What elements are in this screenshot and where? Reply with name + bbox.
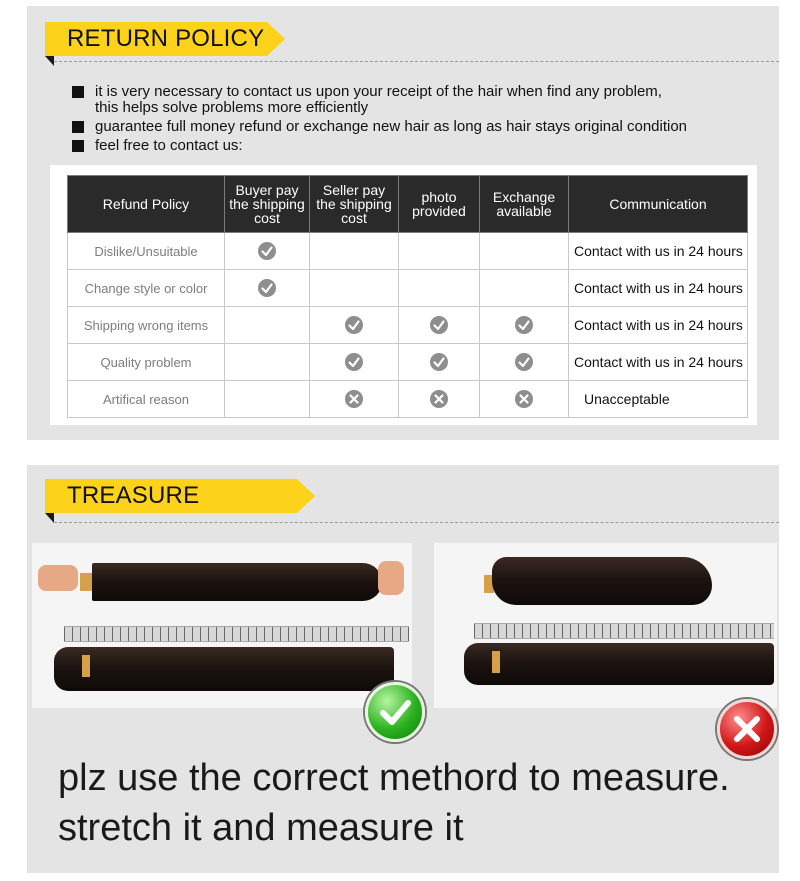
treasure-banner: [45, 479, 297, 513]
mark-cell: [480, 344, 569, 381]
mark-cell: [225, 381, 310, 418]
mark-cell: [399, 233, 480, 270]
mark-cell: [399, 381, 480, 418]
check-circle-icon: [430, 316, 448, 334]
dashed-divider: [54, 522, 779, 523]
mark-cell: [480, 307, 569, 344]
mark-cell: [310, 307, 399, 344]
flat-hair-bundle: [54, 647, 394, 691]
table-row: [68, 307, 748, 344]
banner-fold: [45, 56, 54, 66]
check-circle-icon: [345, 316, 363, 334]
hair-weft: [492, 651, 500, 673]
communication-cell: Contact with us in 24 hours: [569, 307, 748, 344]
bullet-item: feel free to contact us:: [71, 138, 771, 154]
bullet-item: guarantee full money refund or exchange new hair as long as hair stays original condition: [71, 119, 771, 135]
treasure-title: TREASURE: [67, 482, 200, 509]
policy-bullets: [71, 84, 771, 157]
communication-cell: Contact with us in 24 hours: [569, 233, 748, 270]
cross-circle-icon: [345, 390, 363, 408]
refund-reason-cell: Shipping wrong items: [68, 307, 225, 344]
return-policy-banner: [45, 22, 267, 56]
mark-cell: [399, 344, 480, 381]
check-circle-icon: [515, 316, 533, 334]
bullet-item: it is very necessary to contact us upon your receipt of the hair when find any problem, this helps solve problems more efficiently: [71, 84, 771, 116]
treasure-panel: [27, 465, 779, 873]
stretched-hair-bundle: [92, 563, 382, 601]
header-seller-pay: Seller pay the shipping cost: [310, 176, 399, 233]
hand-left: [38, 565, 78, 591]
mark-cell: [310, 270, 399, 307]
cross-circle-icon: [515, 390, 533, 408]
hand-right: [378, 561, 404, 595]
return-policy-title: RETURN POLICY: [67, 25, 265, 52]
refund-reason-cell: Quality problem: [68, 344, 225, 381]
mark-cell: [310, 381, 399, 418]
communication-cell: Unacceptable: [569, 381, 748, 418]
refund-reason-cell: Artifical reason: [68, 381, 225, 418]
mark-cell: [480, 233, 569, 270]
mark-cell: [225, 307, 310, 344]
return-policy-panel: [27, 6, 779, 440]
header-photo-provided: photo provided: [399, 176, 480, 233]
communication-cell: Contact with us in 24 hours: [569, 270, 748, 307]
policy-table-card: [50, 165, 757, 425]
header-buyer-pay: Buyer pay the shipping cost: [225, 176, 310, 233]
check-circle-icon: [345, 353, 363, 371]
ruler: [64, 626, 409, 642]
mark-cell: [225, 270, 310, 307]
mark-cell: [310, 344, 399, 381]
red-cross-icon: [717, 699, 777, 759]
table-row: [68, 344, 748, 381]
check-circle-icon: [258, 279, 276, 297]
table-row: [68, 270, 748, 307]
header-exchange-available: Exchange available: [480, 176, 569, 233]
refund-reason-cell: Dislike/Unsuitable: [68, 233, 225, 270]
mark-cell: [399, 270, 480, 307]
communication-cell: Contact with us in 24 hours: [569, 344, 748, 381]
check-circle-icon: [515, 353, 533, 371]
header-communication: Communication: [569, 176, 748, 233]
refund-reason-cell: Change style or color: [68, 270, 225, 307]
table-row: [68, 381, 748, 418]
table-header-row: [68, 176, 748, 233]
mark-cell: [225, 233, 310, 270]
header-refund-policy: Refund Policy: [68, 176, 225, 233]
cross-circle-icon: [430, 390, 448, 408]
banner-fold: [45, 513, 54, 523]
mark-cell: [480, 381, 569, 418]
mark-cell: [399, 307, 480, 344]
table-row: [68, 233, 748, 270]
hair-weft: [82, 655, 90, 677]
mark-cell: [310, 233, 399, 270]
dashed-divider: [54, 61, 779, 62]
check-circle-icon: [258, 242, 276, 260]
refund-policy-table: [67, 175, 748, 418]
correct-measure-photo: [32, 543, 412, 708]
mark-cell: [480, 270, 569, 307]
measure-instruction-line1: plz use the correct methord to measure.: [58, 757, 730, 799]
mark-cell: [225, 344, 310, 381]
wavy-hair-bundle: [492, 557, 712, 605]
check-circle-icon: [430, 353, 448, 371]
flat-hair-bundle: [464, 643, 774, 685]
wrong-measure-photo: [434, 543, 777, 708]
green-check-icon: [365, 682, 425, 742]
ruler: [474, 623, 774, 639]
measure-instruction-line2: stretch it and measure it: [58, 807, 464, 849]
